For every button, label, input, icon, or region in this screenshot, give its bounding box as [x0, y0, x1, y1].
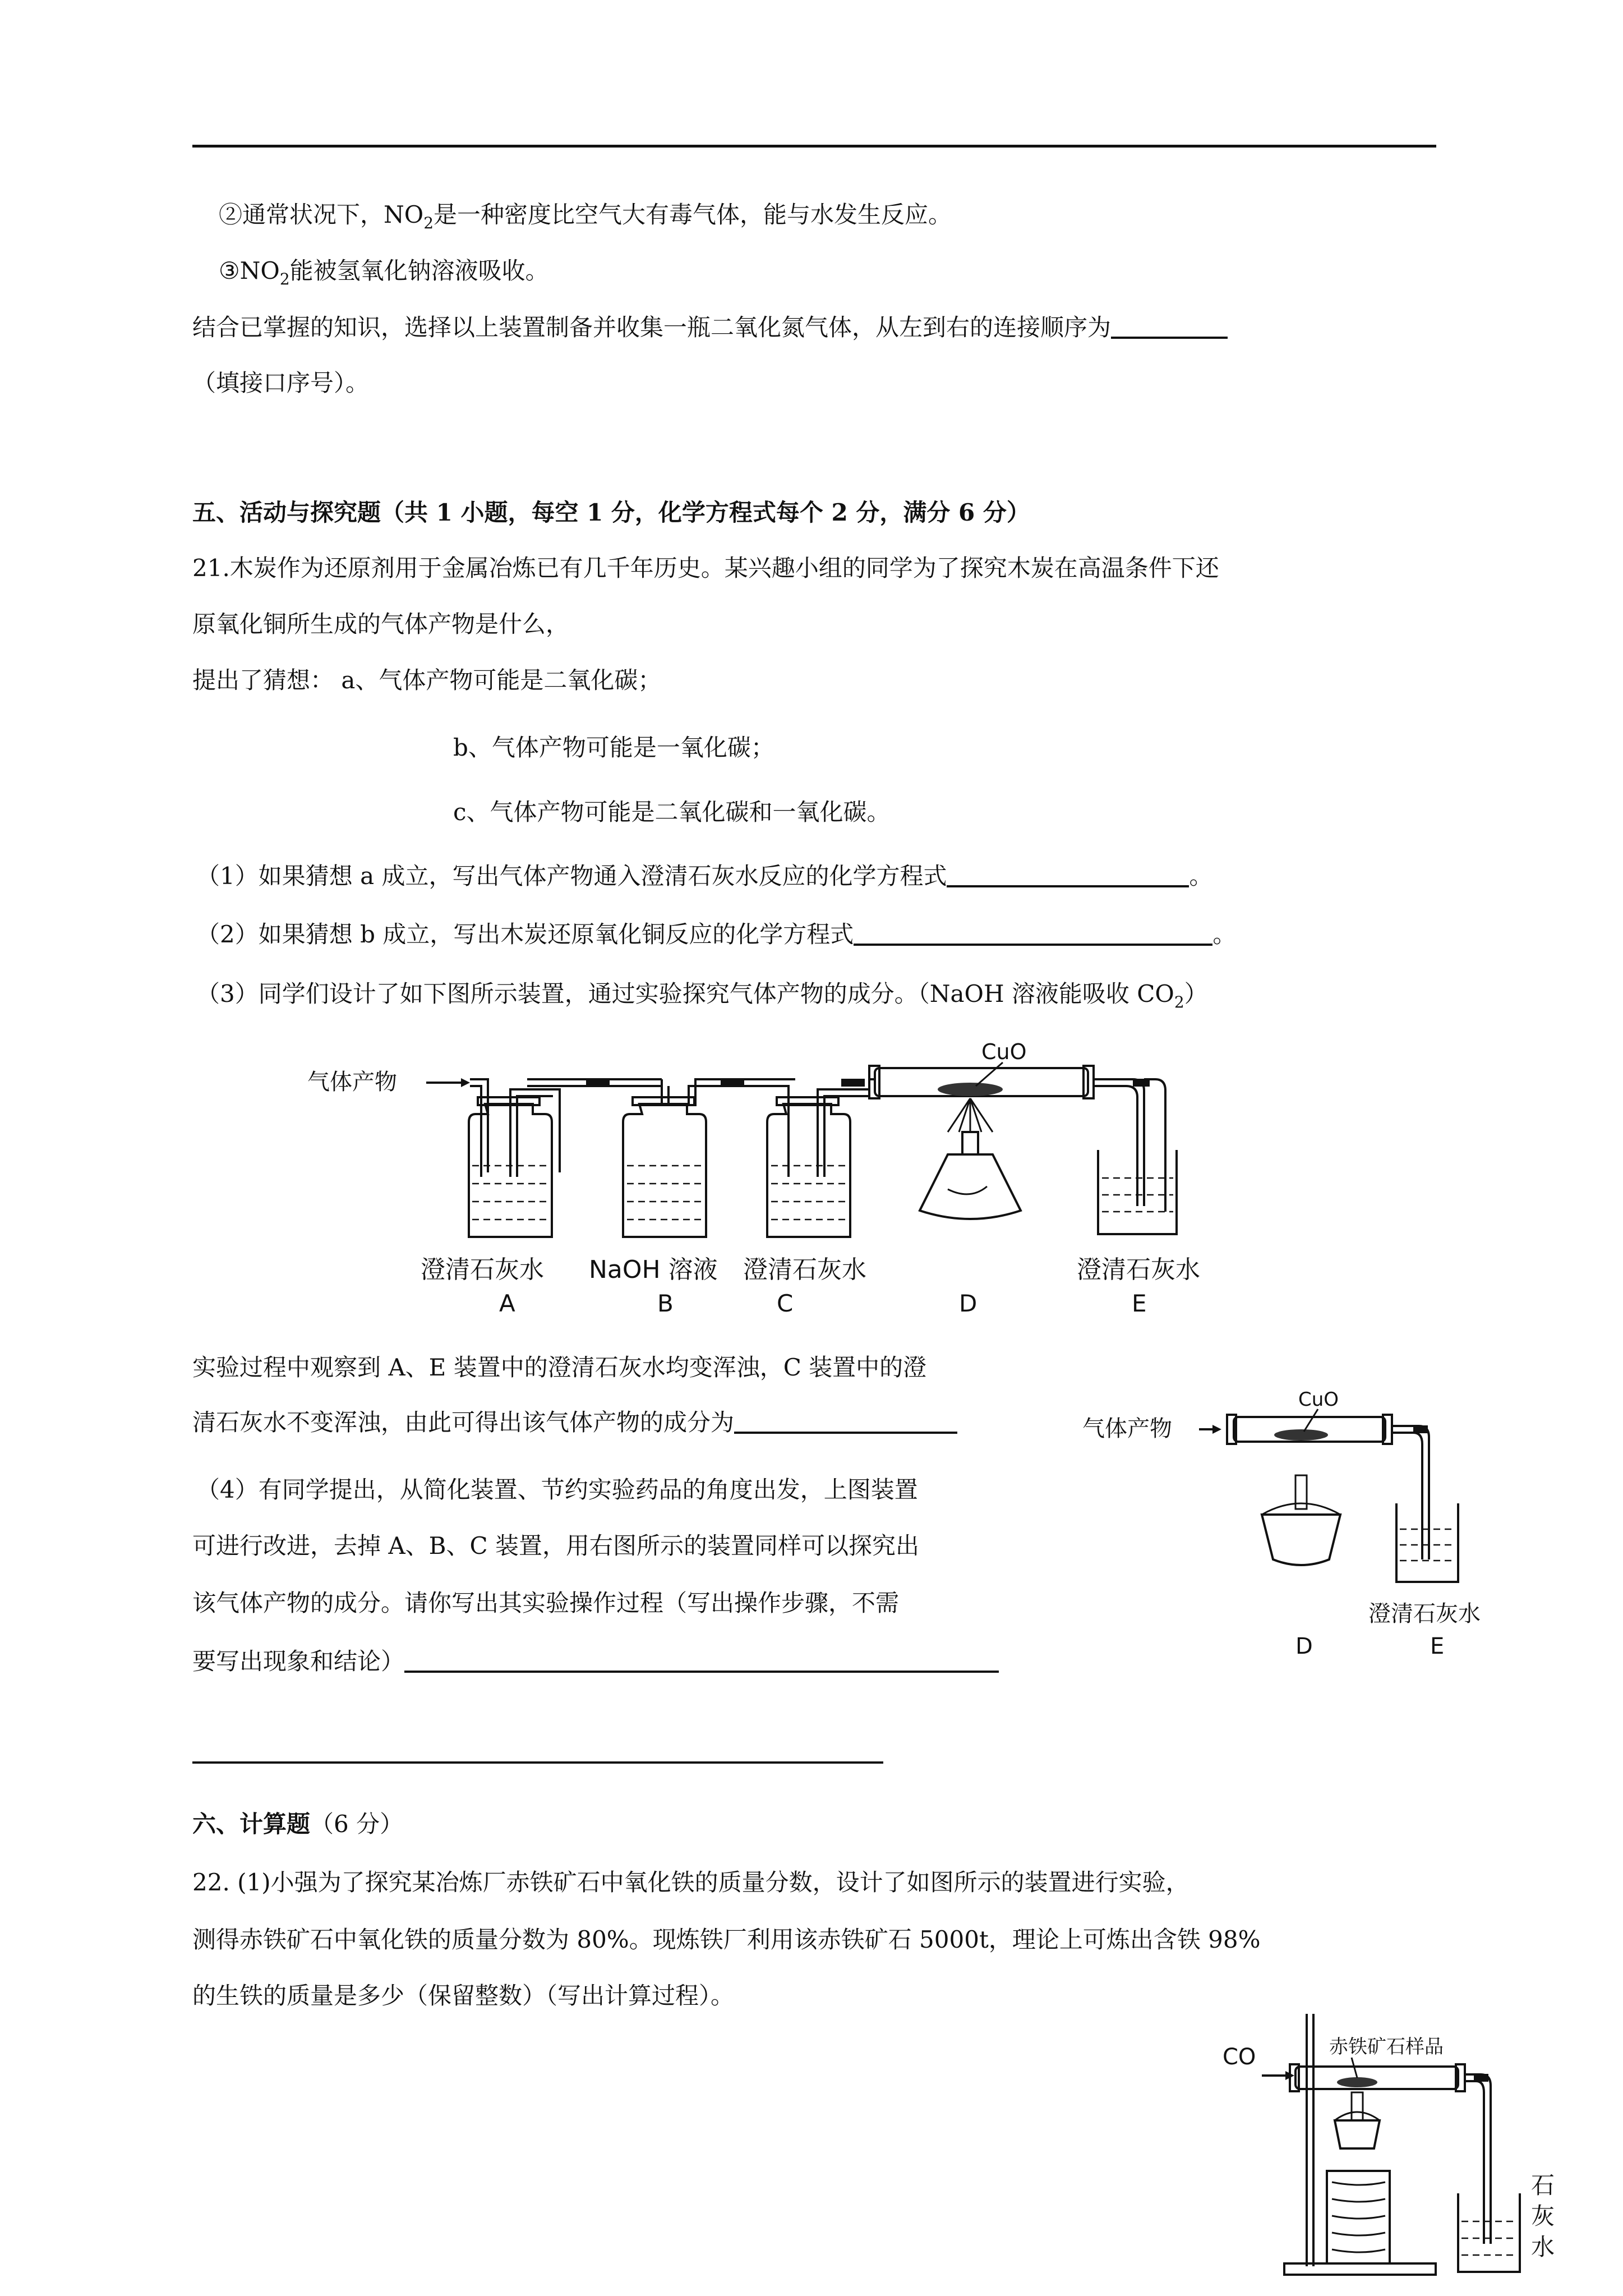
part1-end: 。: [1189, 862, 1213, 890]
rubber-joint: [841, 1079, 865, 1087]
fig3-lime-1: 石: [1531, 2171, 1555, 2199]
prev-question-text: 结合已掌握的知识，选择以上装置制备并收集一瓶二氧化氮气体，从左到右的连接顺序为: [192, 314, 1112, 341]
part3-post: ）: [1184, 980, 1208, 1007]
guess-b: b、气体产物可能是一氧化碳；: [453, 734, 774, 761]
part3-sub: 2: [1174, 993, 1184, 1011]
part3: [196, 978, 1208, 1018]
fig1-letter-d: D: [959, 1290, 978, 1317]
bottle-b: [623, 1097, 706, 1237]
apparatus-figure-2: [1077, 1386, 1537, 1659]
fig2-letter-d: D: [1295, 1634, 1313, 1659]
prev-item-3: [219, 255, 549, 295]
observation-line2-text: 清石灰水不变浑浊，由此可得出该气体产物的成分为: [192, 1409, 735, 1436]
rubber-joint: [721, 1079, 744, 1087]
apparatus-figure-1: [303, 1039, 1312, 1324]
part4-line2: 可进行改进，去掉 A、B、C 装置，用右图所示的装置同样可以探究出: [192, 1532, 920, 1559]
part4-line1: （4）有同学提出，从简化装置、节约实验药品的角度出发，上图装置: [196, 1476, 918, 1503]
fig3-lime-2: 灰: [1531, 2202, 1555, 2230]
answer-blank-order[interactable]: [1111, 312, 1228, 339]
tube-d: [869, 1039, 1094, 1219]
part1-text: （1）如果猜想 a 成立，写出气体产物通入澄清石灰水反应的化学方程式: [196, 862, 947, 890]
answer-blank-observation[interactable]: [734, 1407, 957, 1434]
fig1-gas-label: 气体产物: [307, 1069, 397, 1095]
part2: [196, 919, 1236, 950]
fig2-limewater-label: 澄清石灰水: [1368, 1601, 1481, 1627]
fig1-label-c: 澄清石灰水: [743, 1255, 866, 1284]
fig3-sample-label: 赤铁矿石样品: [1329, 2036, 1444, 2058]
prev-item-3-sub: 2: [279, 270, 290, 288]
apparatus-figure-3: [1217, 2008, 1565, 2289]
guess-c: c、气体产物可能是二氧化碳和一氧化碳。: [453, 798, 891, 826]
answer-blank-part2[interactable]: [854, 919, 1212, 946]
q21-line2: 原氧化铜所生成的气体产物是什么，: [192, 610, 570, 638]
section6-score: （6 分）: [310, 1810, 404, 1838]
prev-item-2-pre: ②通常状况下，NO: [219, 201, 424, 228]
part1: [196, 861, 1212, 892]
prev-item-2-post: 是一种密度比空气大有毒气体，能与水发生反应。: [434, 201, 952, 228]
section6-title: [192, 1809, 403, 1840]
q21-line1: 21.木炭作为还原剂用于金属冶炼已有几千年历史。某兴趣小组的同学为了探究木炭在高温条件下还: [192, 554, 1219, 582]
header-rule: [192, 145, 1436, 148]
observation-line1: 实验过程中观察到 A、E 装置中的澄清石灰水均变浑浊，C 装置中的澄: [192, 1354, 927, 1381]
fig2-letter-e: E: [1430, 1634, 1445, 1659]
fig3-co-label: CO: [1223, 2044, 1256, 2070]
fig1-letter-c: C: [777, 1290, 794, 1317]
part2-end: 。: [1212, 921, 1237, 948]
fig1-letter-b: B: [657, 1290, 674, 1317]
section6-title-text: 六、计算题: [192, 1810, 311, 1838]
fig1-label-b: NaOH 溶液: [589, 1255, 718, 1284]
prev-question: [192, 312, 1228, 343]
q22-line2: 测得赤铁矿石中氧化铁的质量分数为 80%。现炼铁厂利用该赤铁矿石 5000t，理论上可炼出含铁 98%: [192, 1926, 1261, 1953]
prev-note: （填接口序号）。: [192, 369, 370, 397]
guess-a: 提出了猜想： a、气体产物可能是二氧化碳；: [192, 666, 662, 694]
bottle-c: [767, 1097, 850, 1237]
observation-line2: [192, 1407, 957, 1438]
prev-item-3-post: 能被氢氧化钠溶液吸收。: [289, 257, 549, 284]
fig2-gas-label: 气体产物: [1082, 1416, 1172, 1442]
fig2-cuo-label: CuO: [1298, 1388, 1339, 1411]
part4-line4-text: 要写出现象和结论）: [192, 1648, 405, 1675]
part3-pre: （3）同学们设计了如下图所示装置，通过实验探究气体产物的成分。（NaOH 溶液能吸收 CO: [196, 980, 1174, 1007]
fig1-label-e: 澄清石灰水: [1077, 1255, 1200, 1284]
answer-blank-part4[interactable]: [404, 1646, 999, 1673]
prev-item-2-sub: 2: [423, 214, 434, 232]
fig3-lime-3: 水: [1531, 2233, 1555, 2261]
fig1-label-a: 澄清石灰水: [421, 1255, 544, 1284]
part2-text: （2）如果猜想 b 成立，写出木炭还原氧化铜反应的化学方程式: [196, 921, 854, 948]
fig1-cuo-label: CuO: [981, 1039, 1027, 1064]
part4-line3: 该气体产物的成分。请你写出其实验操作过程（写出操作步骤，不需: [192, 1589, 900, 1617]
section5-title: 五、活动与探究题（共 1 小题，每空 1 分，化学方程式每个 2 分，满分 6 分）: [192, 499, 1030, 526]
fig1-letter-e: E: [1132, 1290, 1147, 1317]
prev-item-3-pre: ③NO: [219, 257, 280, 284]
fig1-letter-a: A: [499, 1290, 515, 1317]
answer-blank-part1[interactable]: [947, 861, 1189, 887]
q22-line1: 22. (1)小强为了探究某冶炼厂赤铁矿石中氧化铁的质量分数，设计了如图所示的装置进行实验，: [192, 1869, 1189, 1896]
prev-item-2: [219, 199, 952, 239]
answer-line-part4[interactable]: [192, 1761, 883, 1764]
fig1-gas-arrow: [426, 1078, 470, 1087]
q22-line3: 的生铁的质量是多少（保留整数）（写出计算过程）。: [192, 1982, 735, 2009]
part4-line4: [192, 1646, 999, 1677]
beaker-e: [1094, 1079, 1177, 1234]
